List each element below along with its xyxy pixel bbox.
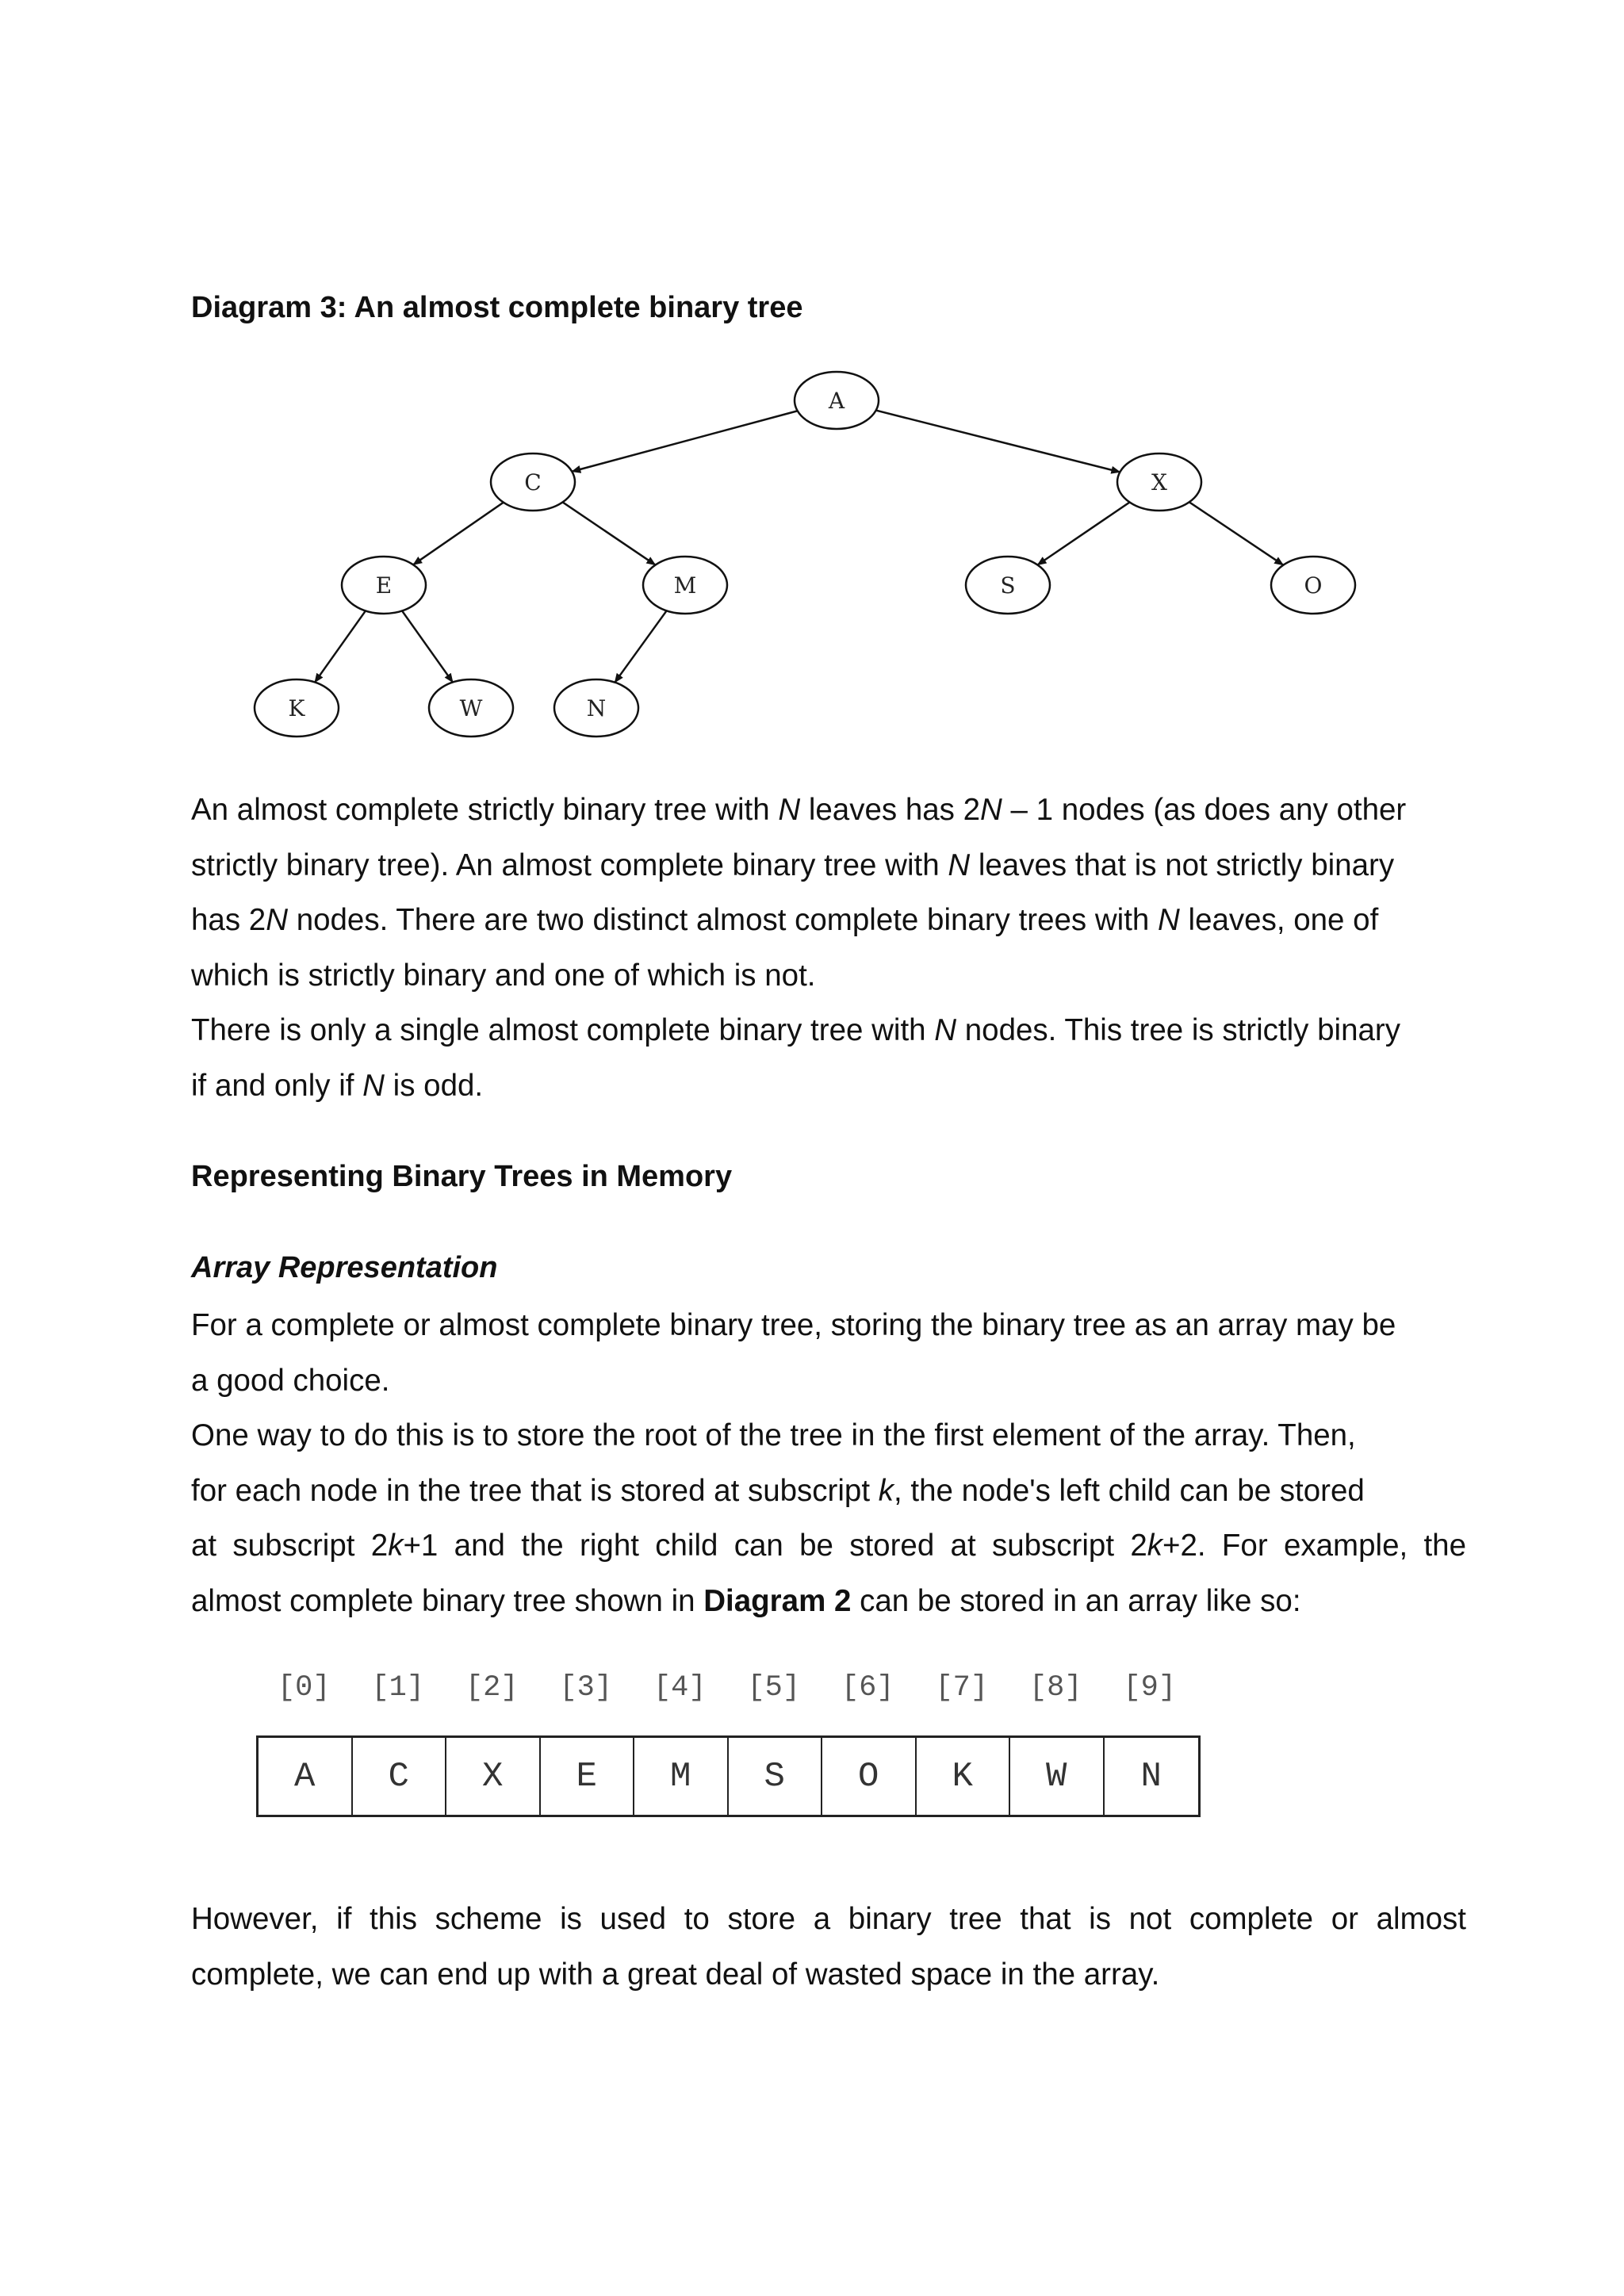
tree-node-k: [255, 679, 339, 737]
para2-line-3: One way to do this is to store the root of the tree in the first element of the array. Then,: [191, 1418, 1356, 1452]
array-index-label: [4]: [653, 1671, 707, 1705]
tree-edge-a-x: [876, 411, 1120, 473]
array-cell: K: [917, 1738, 1011, 1815]
array-cell: O: [822, 1738, 917, 1815]
italic-variable: N: [266, 903, 288, 937]
tree-node-label: M: [673, 572, 697, 599]
para1-line-5: There is only a single almost complete binary tree with N nodes. This tree is strictly binary: [191, 1013, 1400, 1047]
para3-line-1: However, if this scheme is used to store a binary tree that is not complete or almost: [191, 1902, 1466, 1936]
italic-variable: k: [878, 1473, 894, 1508]
section-heading: Representing Binary Trees in Memory: [191, 1160, 733, 1193]
italic-variable: N: [362, 1068, 385, 1103]
tree-node-label: C: [524, 469, 542, 496]
italic-variable: N: [934, 1013, 957, 1047]
italic-variable: k: [388, 1529, 404, 1563]
para1-line-6: if and only if N is odd.: [191, 1068, 484, 1103]
para1-line-3: has 2N nodes. There are two distinct almost complete binary trees with N leaves, one of: [191, 903, 1379, 937]
array-index-label: [3]: [559, 1671, 613, 1705]
para2-line-5: at subscript 2k+1 and the right child can be stored at subscript 2k+2. For example, the: [191, 1529, 1466, 1563]
tree-node-x: [1117, 453, 1201, 511]
tree-node-label: E: [375, 572, 393, 599]
para1-line-1: An almost complete strictly binary tree with N leaves has 2N – 1 nodes (as does any other: [191, 793, 1407, 827]
tree-node-label: X: [1151, 469, 1167, 496]
tree-edge-x-o: [1189, 502, 1284, 564]
array-index-label: [2]: [465, 1671, 519, 1705]
tree-edge-m-n: [615, 610, 666, 682]
tree-node-m: [643, 557, 727, 614]
para2-line-2: a good choice.: [191, 1363, 390, 1398]
tree-edge-e-w: [402, 610, 453, 682]
tree-node-label: N: [586, 695, 607, 721]
para3-line-2: complete, we can end up with a great deal of wasted space in the array.: [191, 1957, 1160, 1992]
italic-variable: N: [948, 848, 971, 882]
italic-variable: N: [980, 793, 1002, 827]
paragraph-tree-properties: [191, 783, 1466, 1113]
array-index-row: [256, 1671, 1204, 1711]
tree-node-label: K: [288, 695, 305, 721]
array-cell: A: [259, 1738, 353, 1815]
diagram-heading: Diagram 3: An almost complete binary tree: [191, 291, 803, 324]
array-cell: M: [634, 1738, 729, 1815]
tree-edge-e-k: [315, 610, 366, 682]
tree-node-label: W: [459, 695, 483, 721]
tree-node-o: [1271, 557, 1355, 614]
array-cell: C: [353, 1738, 447, 1815]
array-index-label: [6]: [841, 1671, 894, 1705]
paragraph-array-representation: [191, 1298, 1466, 1628]
array-cell: S: [729, 1738, 823, 1815]
para2-line-6: almost complete binary tree shown in Diagram 2 can be stored in an array like so:: [191, 1583, 1301, 1618]
array-cell: X: [446, 1738, 541, 1815]
italic-variable: N: [778, 793, 801, 827]
tree-node-c: [491, 453, 575, 511]
array-table: [256, 1735, 1201, 1817]
tree-node-a: [795, 372, 879, 429]
binary-tree-diagram: [0, 0, 1624, 793]
para2-line-4: for each node in the tree that is stored at subscript k, the node's left child can be stored: [191, 1473, 1365, 1508]
array-index-label: [0]: [277, 1671, 331, 1705]
array-cell: N: [1140, 1756, 1162, 1797]
italic-variable: N: [1158, 903, 1180, 937]
tree-node-e: [342, 557, 426, 614]
paragraph-wasted-space: [191, 1892, 1466, 2002]
tree-node-label: S: [1000, 572, 1016, 599]
array-index-label: [9]: [1123, 1671, 1177, 1705]
para1-line-2: strictly binary tree). An almost complete binary tree with N leaves that is not strictly binary: [191, 848, 1395, 882]
tree-node-n: [554, 679, 638, 737]
tree-node-label: O: [1304, 572, 1323, 599]
tree-node-s: [966, 557, 1050, 614]
array-index-label: [1]: [371, 1671, 425, 1705]
array-index-label: [5]: [747, 1671, 801, 1705]
bold-reference: Diagram 2: [703, 1583, 852, 1618]
italic-variable: k: [1147, 1529, 1162, 1563]
tree-edge-x-s: [1037, 502, 1129, 564]
array-cell: W: [1010, 1738, 1105, 1815]
tree-edge-c-m: [563, 502, 656, 564]
tree-node-label: A: [828, 388, 845, 414]
subsection-heading: Array Representation: [191, 1251, 498, 1284]
array-index-label: [8]: [1028, 1671, 1082, 1705]
array-index-label: [7]: [935, 1671, 989, 1705]
para1-line-4: which is strictly binary and one of which is not.: [191, 958, 816, 993]
para2-line-1: For a complete or almost complete binary tree, storing the binary tree as an array may be: [191, 1308, 1396, 1342]
tree-node-w: [429, 679, 513, 737]
tree-edge-c-e: [413, 503, 504, 565]
tree-edge-a-c: [572, 411, 797, 471]
array-cell: E: [541, 1738, 635, 1815]
